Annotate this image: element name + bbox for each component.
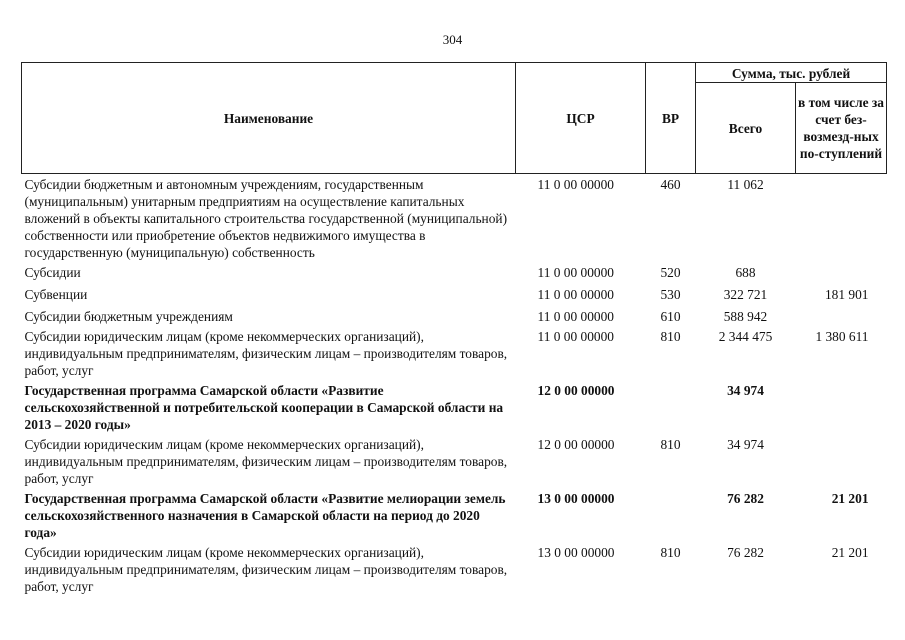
table-row-program	[22, 382, 887, 436]
row-vr: 810	[660, 545, 681, 560]
row-name: Субсидии юридическим лицам (кроме некоммерческих организаций), индивидуальным предпринимателям, физическим лицам – производителям товаров, работ, услуг	[24, 545, 508, 594]
row-gratuitous: 21 201	[831, 491, 869, 506]
row-name: Субсидии юридическим лицам (кроме некоммерческих организаций), индивидуальным предпринимателям, физическим лицам – производителям товаров, работ, услуг	[24, 437, 508, 486]
row-csr: 11 0 00 00000	[537, 265, 614, 280]
row-csr: 13 0 00 00000	[537, 545, 615, 560]
row-total: 11 062	[727, 177, 764, 192]
table-row-program	[22, 490, 887, 544]
row-total: 688	[735, 265, 756, 280]
table-row	[22, 328, 887, 382]
row-vr	[646, 382, 696, 436]
row-vr: 530	[660, 287, 681, 302]
header-vr: ВР	[646, 63, 696, 174]
header-name: Наименование	[22, 63, 516, 174]
row-total: 34 974	[727, 437, 764, 452]
table-row	[22, 308, 887, 328]
row-gratuitous	[796, 308, 887, 328]
table-row	[22, 286, 887, 308]
row-gratuitous	[796, 436, 887, 490]
row-gratuitous	[796, 264, 887, 286]
table-row	[22, 436, 887, 490]
row-vr: 610	[660, 309, 681, 324]
row-total: 76 282	[727, 491, 764, 506]
header-sum: Сумма, тыс. рублей	[696, 63, 887, 83]
row-total: 34 974	[727, 383, 764, 398]
row-name: Субсидии юридическим лицам (кроме некоммерческих организаций), индивидуальным предпринимателям, физическим лицам – производителям товаров, работ, услуг	[24, 329, 508, 378]
row-vr: 520	[660, 265, 681, 280]
row-csr: 11 0 00 00000	[537, 309, 614, 324]
header-total: Всего	[696, 83, 796, 174]
table-body	[22, 174, 887, 599]
row-csr: 12 0 00 00000	[537, 383, 615, 398]
budget-table	[21, 62, 887, 598]
row-total: 588 942	[723, 309, 768, 324]
row-gratuitous: 181 901	[824, 287, 869, 302]
table-row	[22, 174, 887, 265]
row-vr: 810	[660, 329, 681, 344]
row-total: 322 721	[723, 287, 768, 302]
header-csr: ЦСР	[516, 63, 646, 174]
row-vr: 810	[660, 437, 681, 452]
row-csr: 11 0 00 00000	[537, 329, 614, 344]
row-name: Субвенции	[24, 287, 88, 302]
header-gratuitous: в том числе за счет без-возмезд-ных по-ступлений	[796, 83, 887, 174]
table-row	[22, 264, 887, 286]
row-name: Государственная программа Самарской области «Развитие сельскохозяйственной и потребительской кооперации в Самарской области на 2013 – 2020 годы»	[24, 383, 504, 432]
page-number: 304	[442, 32, 463, 47]
row-name: Государственная программа Самарской области «Развитие мелиорации земель сельскохозяйственного назначения в Самарской области на период до 2020 года»	[24, 491, 506, 540]
row-gratuitous: 21 201	[831, 545, 869, 560]
table-header	[22, 63, 887, 174]
row-csr: 12 0 00 00000	[537, 437, 615, 452]
row-csr: 11 0 00 00000	[537, 177, 614, 192]
row-gratuitous	[796, 382, 887, 436]
table-row	[22, 544, 887, 598]
row-vr: 460	[660, 177, 681, 192]
row-name: Субсидии бюджетным учреждениям	[24, 309, 233, 324]
row-csr: 13 0 00 00000	[537, 491, 615, 506]
row-gratuitous: 1 380 611	[815, 329, 869, 344]
row-csr: 11 0 00 00000	[537, 287, 614, 302]
row-total: 76 282	[727, 545, 764, 560]
row-name: Субсидии	[24, 265, 81, 280]
row-total: 2 344 475	[718, 329, 773, 344]
row-name: Субсидии бюджетным и автономным учреждениям, государственным (муниципальным) унитарным предприятиям на осуществление капитальных вложений в объекты капитального строительства государственной (муниципальной) собственности или приобретение объектов недвижимого имущества в государственную (муниципальную) собственность	[24, 177, 508, 260]
row-vr	[646, 490, 696, 544]
row-gratuitous	[796, 174, 887, 265]
